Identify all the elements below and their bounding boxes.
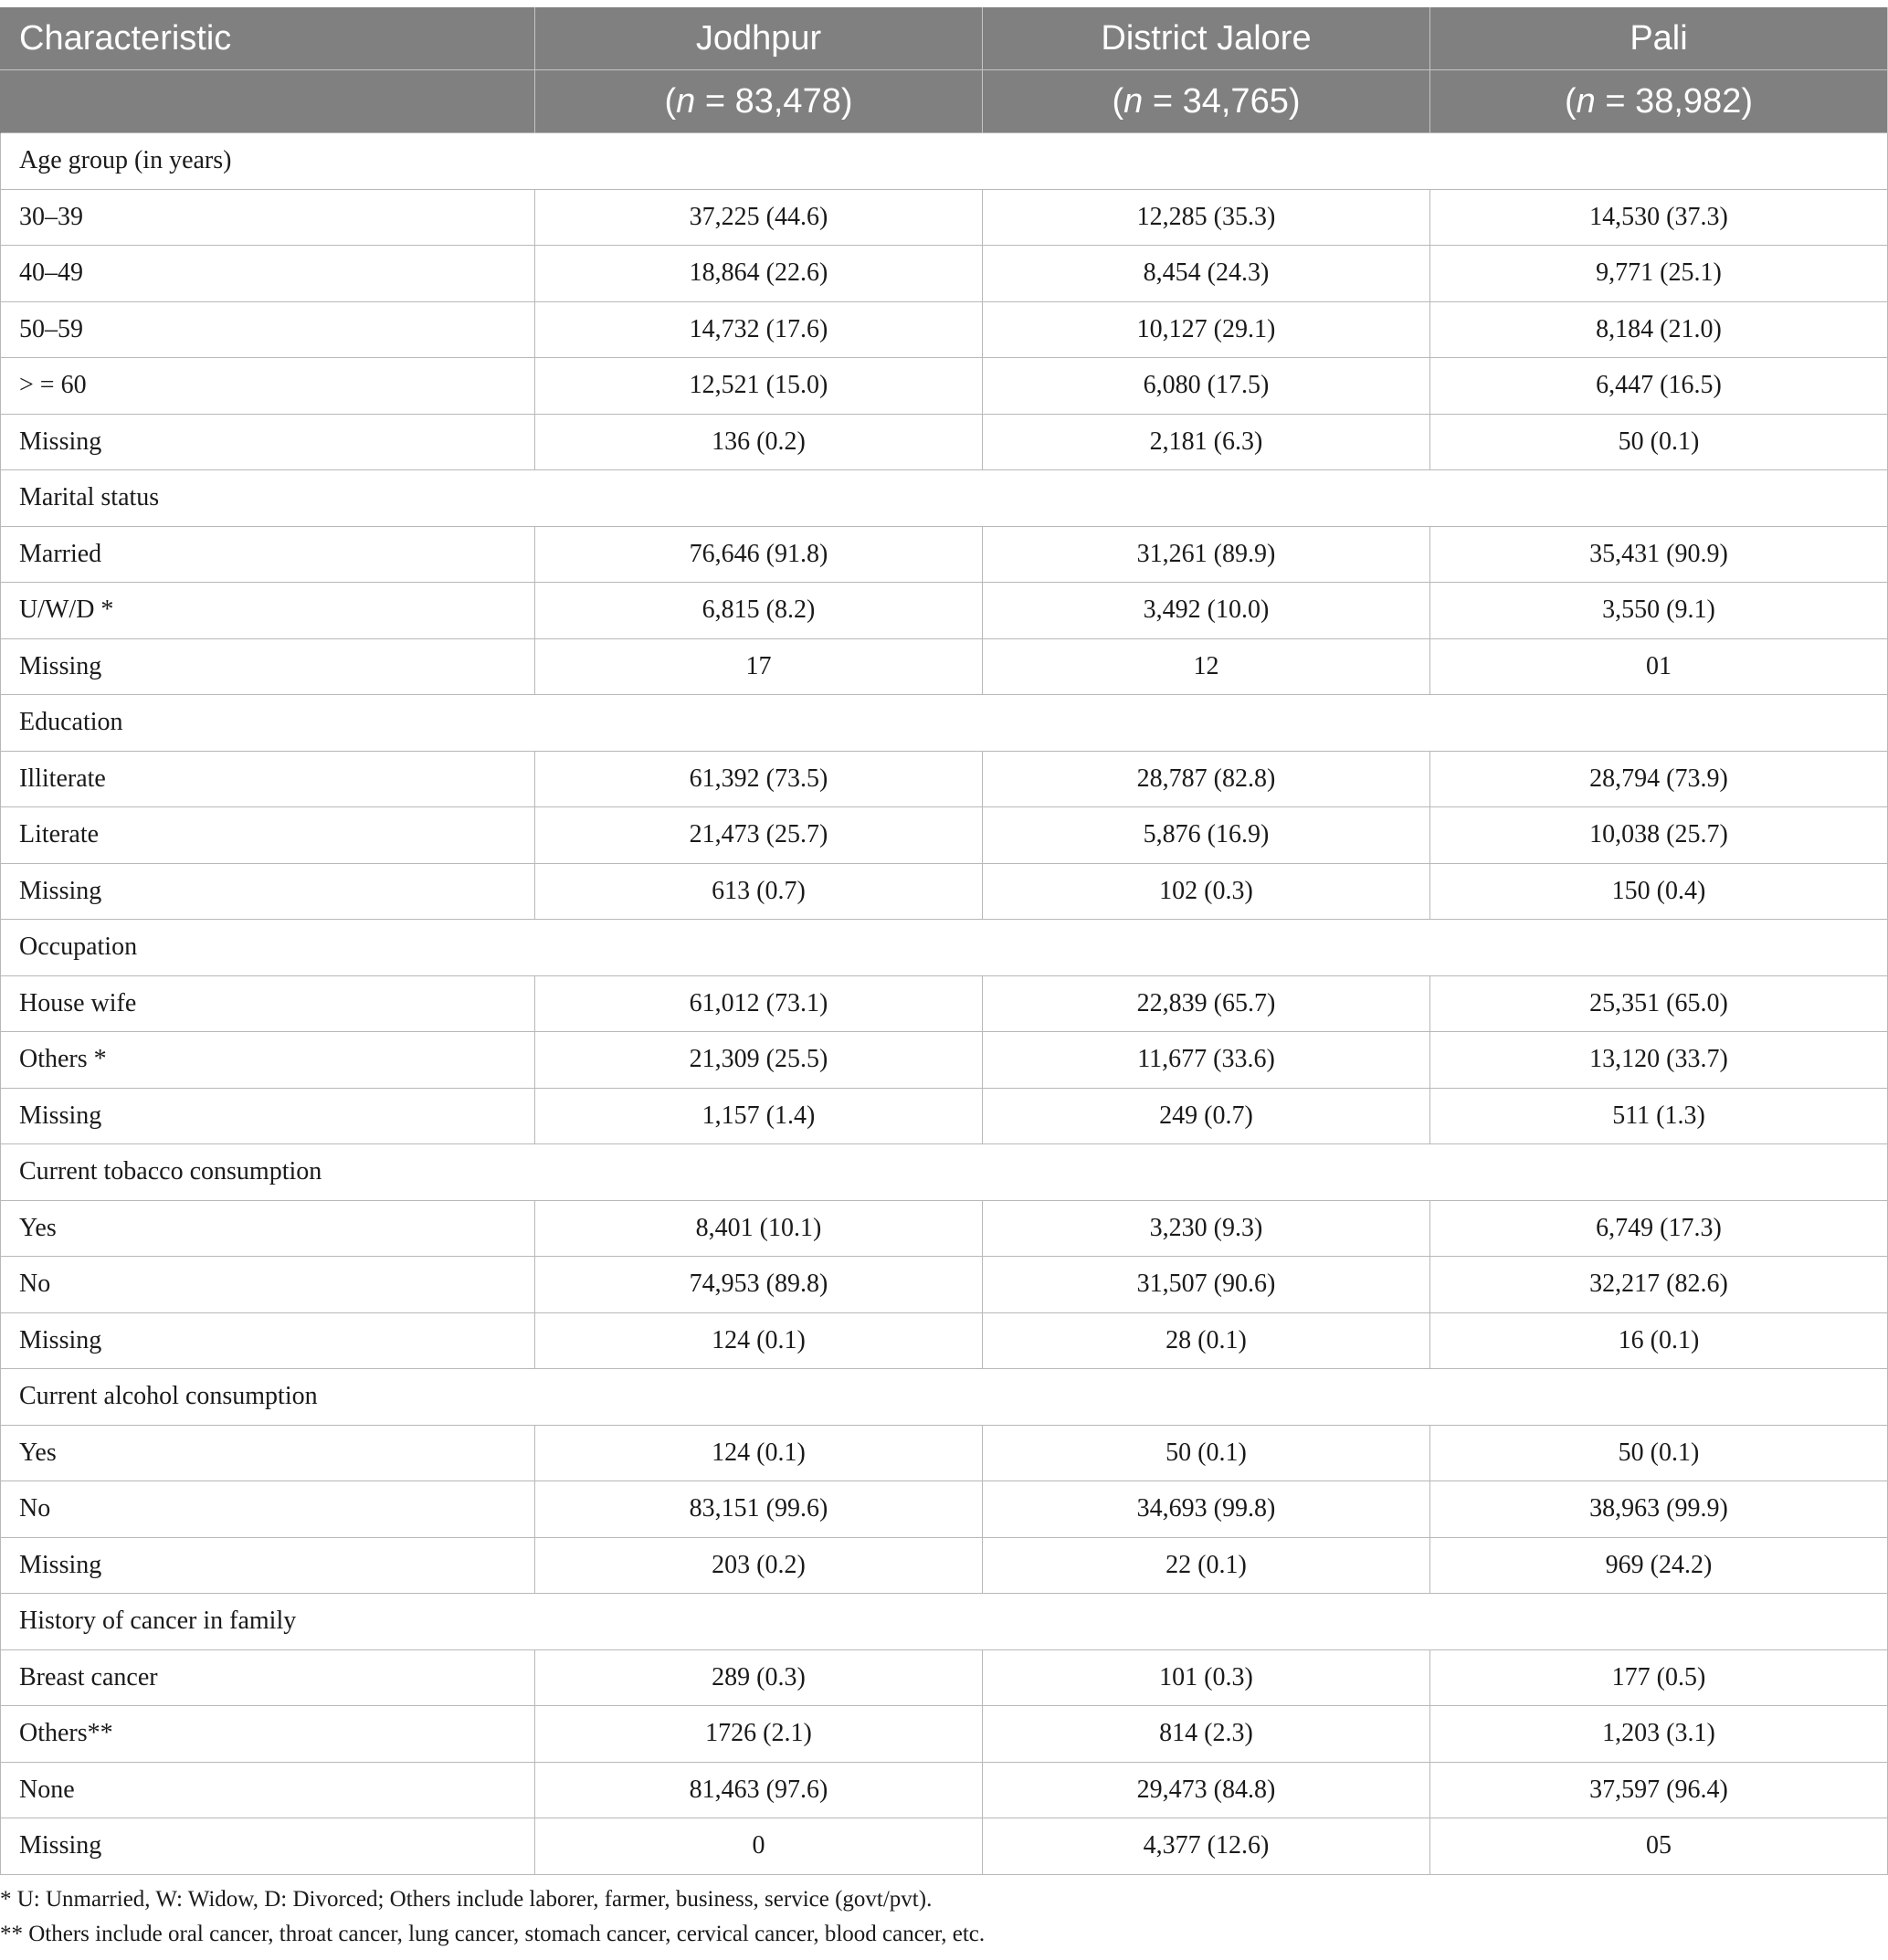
table-row — [1, 1425, 1888, 1481]
table-cell: 8,401 (10.1) — [535, 1200, 983, 1257]
table-cell: 14,530 (37.3) — [1430, 189, 1888, 246]
table-cell: 81,463 (97.6) — [535, 1762, 983, 1818]
table-cell: 14,732 (17.6) — [535, 301, 983, 358]
table-cell: 61,012 (73.1) — [535, 975, 983, 1032]
table-cell: 21,473 (25.7) — [535, 807, 983, 864]
header-n-jalore: (n = 34,765) — [983, 70, 1430, 133]
table-cell: 18,864 (22.6) — [535, 246, 983, 302]
group-row — [1, 1594, 1888, 1650]
table-cell: 28 (0.1) — [983, 1312, 1430, 1369]
characteristics-table — [0, 7, 1888, 1875]
row-label: Yes — [1, 1200, 535, 1257]
row-label: House wife — [1, 975, 535, 1032]
table-cell: 9,771 (25.1) — [1430, 246, 1888, 302]
table-cell: 1,203 (3.1) — [1430, 1706, 1888, 1763]
table-cell: 28,794 (73.9) — [1430, 751, 1888, 807]
table-cell: 12,285 (35.3) — [983, 189, 1430, 246]
table-cell: 31,261 (89.9) — [983, 526, 1430, 583]
header-n-pali: (n = 38,982) — [1430, 70, 1888, 133]
table-cell: 11,677 (33.6) — [983, 1032, 1430, 1089]
group-row — [1, 1369, 1888, 1426]
table-cell: 177 (0.5) — [1430, 1649, 1888, 1706]
row-label: 40–49 — [1, 246, 535, 302]
row-label: U/W/D * — [1, 583, 535, 639]
table-cell: 29,473 (84.8) — [983, 1762, 1430, 1818]
table-cell: 8,184 (21.0) — [1430, 301, 1888, 358]
header-blank — [1, 70, 535, 133]
group-row — [1, 470, 1888, 527]
table-cell: 124 (0.1) — [535, 1425, 983, 1481]
row-label: Yes — [1, 1425, 535, 1481]
table-cell: 5,876 (16.9) — [983, 807, 1430, 864]
row-label: Missing — [1, 863, 535, 920]
table-cell: 37,597 (96.4) — [1430, 1762, 1888, 1818]
group-row — [1, 1144, 1888, 1201]
table-cell: 10,038 (25.7) — [1430, 807, 1888, 864]
table-cell: 50 (0.1) — [1430, 414, 1888, 470]
table-container — [0, 7, 1888, 1952]
table-cell: 74,953 (89.8) — [535, 1257, 983, 1313]
footnote-2: ** Others include oral cancer, throat cancer, lung cancer, stomach cancer, cervical cancer, blood cancer, etc. — [0, 1921, 986, 1946]
table-cell: 34,693 (99.8) — [983, 1481, 1430, 1538]
group-title: History of cancer in family — [1, 1594, 1888, 1650]
table-cell: 124 (0.1) — [535, 1312, 983, 1369]
table-cell: 35,431 (90.9) — [1430, 526, 1888, 583]
table-row — [1, 526, 1888, 583]
table-cell: 16 (0.1) — [1430, 1312, 1888, 1369]
table-row — [1, 583, 1888, 639]
table-cell: 289 (0.3) — [535, 1649, 983, 1706]
table-cell: 101 (0.3) — [983, 1649, 1430, 1706]
table-row — [1, 358, 1888, 415]
row-label: Missing — [1, 1088, 535, 1144]
table-cell: 4,377 (12.6) — [983, 1818, 1430, 1875]
table-row — [1, 863, 1888, 920]
table-cell: 102 (0.3) — [983, 863, 1430, 920]
table-cell: 37,225 (44.6) — [535, 189, 983, 246]
table-row — [1, 638, 1888, 695]
table-row — [1, 246, 1888, 302]
row-label: Missing — [1, 414, 535, 470]
table-cell: 28,787 (82.8) — [983, 751, 1430, 807]
table-cell: 01 — [1430, 638, 1888, 695]
table-cell: 150 (0.4) — [1430, 863, 1888, 920]
header-jalore: District Jalore — [983, 7, 1430, 70]
row-label: Missing — [1, 1312, 535, 1369]
table-cell: 6,080 (17.5) — [983, 358, 1430, 415]
table-cell: 203 (0.2) — [535, 1537, 983, 1594]
table-cell: 05 — [1430, 1818, 1888, 1875]
group-title: Current alcohol consumption — [1, 1369, 1888, 1426]
table-cell: 22,839 (65.7) — [983, 975, 1430, 1032]
table-row — [1, 1762, 1888, 1818]
row-label: Breast cancer — [1, 1649, 535, 1706]
group-title: Marital status — [1, 470, 1888, 527]
header-row-counts — [1, 70, 1888, 133]
table-cell: 6,447 (16.5) — [1430, 358, 1888, 415]
table-row — [1, 189, 1888, 246]
table-cell: 76,646 (91.8) — [535, 526, 983, 583]
row-label: No — [1, 1257, 535, 1313]
row-label: Married — [1, 526, 535, 583]
table-row — [1, 1032, 1888, 1089]
table-row — [1, 1818, 1888, 1875]
table-header — [1, 7, 1888, 133]
row-label: 30–39 — [1, 189, 535, 246]
row-label: Missing — [1, 638, 535, 695]
footnotes — [0, 1882, 1888, 1952]
group-title: Age group (in years) — [1, 133, 1888, 190]
table-row — [1, 301, 1888, 358]
table-cell: 3,230 (9.3) — [983, 1200, 1430, 1257]
table-cell: 814 (2.3) — [983, 1706, 1430, 1763]
table-cell: 50 (0.1) — [983, 1425, 1430, 1481]
group-row — [1, 695, 1888, 752]
group-row — [1, 920, 1888, 976]
table-cell: 32,217 (82.6) — [1430, 1257, 1888, 1313]
table-cell: 17 — [535, 638, 983, 695]
row-label: None — [1, 1762, 535, 1818]
table-cell: 0 — [535, 1818, 983, 1875]
footnote-1: * U: Unmarried, W: Widow, D: Divorced; Others include laborer, farmer, business, service (govt/pvt). — [0, 1886, 933, 1912]
table-cell: 61,392 (73.5) — [535, 751, 983, 807]
table-row — [1, 975, 1888, 1032]
table-row — [1, 1537, 1888, 1594]
table-row — [1, 1200, 1888, 1257]
row-label: > = 60 — [1, 358, 535, 415]
table-row — [1, 414, 1888, 470]
row-label: Others** — [1, 1706, 535, 1763]
table-cell: 12 — [983, 638, 1430, 695]
table-row — [1, 1088, 1888, 1144]
row-label: No — [1, 1481, 535, 1538]
row-label: Missing — [1, 1818, 535, 1875]
table-cell: 2,181 (6.3) — [983, 414, 1430, 470]
table-cell: 3,550 (9.1) — [1430, 583, 1888, 639]
row-label: Others * — [1, 1032, 535, 1089]
table-row — [1, 1481, 1888, 1538]
table-row — [1, 1312, 1888, 1369]
table-cell: 969 (24.2) — [1430, 1537, 1888, 1594]
header-row-names — [1, 7, 1888, 70]
header-pali: Pali — [1430, 7, 1888, 70]
table-cell: 3,492 (10.0) — [983, 583, 1430, 639]
group-title: Occupation — [1, 920, 1888, 976]
table-cell: 8,454 (24.3) — [983, 246, 1430, 302]
row-label: Illiterate — [1, 751, 535, 807]
table-cell: 136 (0.2) — [535, 414, 983, 470]
table-cell: 10,127 (29.1) — [983, 301, 1430, 358]
table-cell: 13,120 (33.7) — [1430, 1032, 1888, 1089]
row-label: 50–59 — [1, 301, 535, 358]
table-cell: 21,309 (25.5) — [535, 1032, 983, 1089]
row-label: Literate — [1, 807, 535, 864]
header-jodhpur: Jodhpur — [535, 7, 983, 70]
table-row — [1, 1257, 1888, 1313]
table-cell: 31,507 (90.6) — [983, 1257, 1430, 1313]
table-body — [1, 133, 1888, 1875]
table-cell: 12,521 (15.0) — [535, 358, 983, 415]
table-cell: 22 (0.1) — [983, 1537, 1430, 1594]
table-row — [1, 1706, 1888, 1763]
header-characteristic: Characteristic — [1, 7, 535, 70]
table-cell: 83,151 (99.6) — [535, 1481, 983, 1538]
table-row — [1, 1649, 1888, 1706]
group-title: Education — [1, 695, 1888, 752]
table-row — [1, 807, 1888, 864]
table-cell: 38,963 (99.9) — [1430, 1481, 1888, 1538]
row-label: Missing — [1, 1537, 535, 1594]
group-title: Current tobacco consumption — [1, 1144, 1888, 1201]
header-n-jodhpur: (n = 83,478) — [535, 70, 983, 133]
table-row — [1, 751, 1888, 807]
table-cell: 1726 (2.1) — [535, 1706, 983, 1763]
table-cell: 6,815 (8.2) — [535, 583, 983, 639]
table-cell: 25,351 (65.0) — [1430, 975, 1888, 1032]
table-cell: 1,157 (1.4) — [535, 1088, 983, 1144]
table-cell: 50 (0.1) — [1430, 1425, 1888, 1481]
table-cell: 511 (1.3) — [1430, 1088, 1888, 1144]
table-cell: 613 (0.7) — [535, 863, 983, 920]
group-row — [1, 133, 1888, 190]
table-cell: 6,749 (17.3) — [1430, 1200, 1888, 1257]
table-cell: 249 (0.7) — [983, 1088, 1430, 1144]
